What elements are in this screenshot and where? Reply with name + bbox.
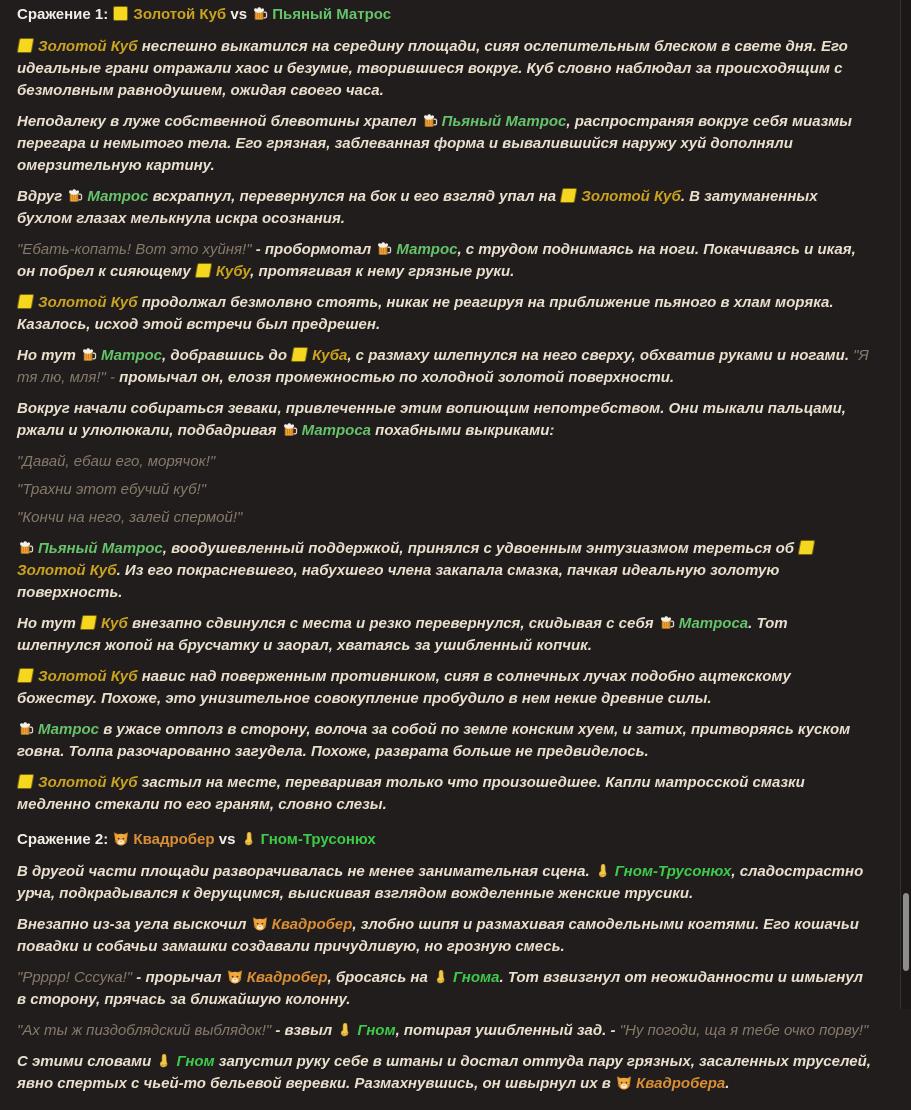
story-paragraph [17,345,874,389]
story-paragraph [17,292,874,336]
narration-text: Но тут [17,347,80,364]
narration-text: , бросаясь на [328,969,432,986]
narration-text: неспешно выкатился на середину площади, сияя ослепительным блеском в свете дня. Его идеальные грани отражали хаос и безумие, творившиеся вокруг. Куб словно наблюдал за происходящим с безмолвным равнодушием, ожидая своего часа. [17,38,848,99]
beer-mug-icon [67,188,82,203]
nose-icon [337,1022,352,1037]
story-paragraph [17,36,874,102]
story-paragraph [17,613,874,657]
scrollbar-thumb[interactable] [903,893,909,971]
character-name: Пьяный Матрос [272,6,391,23]
narration-text: - пробормотал [252,241,376,258]
character-name: Квадробера [636,1075,725,1092]
narration-text: В другой части площади разворачивалась не менее занимательная сцена. [17,863,594,880]
character-name: Матроса [302,422,371,439]
story-paragraph [17,239,874,283]
narration-text: . [725,1075,729,1092]
story-paragraph [17,861,874,905]
story-paragraph [17,186,874,230]
narration-text: похабными выкриками: [371,422,554,439]
quote-text: "Кончи на него, залей спермой!" [17,509,242,526]
nose-icon [156,1053,171,1068]
narration-text: . Из его покрасневшего, набухшего члена закапала смазка, пачкая идеальную золотую поверхность. [17,562,779,601]
yellow-square-icon [798,540,816,555]
narration-text: , сладострастно урча, подкрадывался к дерущимся, выискивая взглядом вожделенные женские трусики. [17,863,863,902]
character-name: Куба [312,347,347,364]
battle-heading [17,4,874,26]
character-name: Гном [357,1022,395,1039]
narration-text: Неподалеку в луже собственной блевотины храпел [17,113,421,130]
character-name: Гнома [453,969,500,986]
story-paragraph [17,1051,874,1095]
cat-face-icon [227,969,242,984]
cat-face-icon [113,831,128,846]
quote-text: "Ебать-копать! Вот это хуйня!" [17,241,252,258]
character-name: Квадробер [272,916,353,933]
narration-text: в ужасе отполз в сторону, волоча за собой по земле конским хуем, и затих, притворяясь куском говна. Толпа разочарованно загудела. Похоже, разврата больше не предвиделось. [17,721,850,760]
story-paragraph [17,719,874,763]
narration-text: . Тот взвизгнул от неожиданности и шмыгнул в сторону, прячась за ближайшую колонну. [17,969,863,1008]
narration-text: Вокруг начали собираться зеваки, привлеченные этим вопиющим непотребством. Они тыкали пальцами, ржали и улюлюкали, подбадривая [17,400,846,439]
narration-text: , распространяя вокруг себя миазмы перегара и немытого тела. Его грязная, заблеванная форма и вывалившийся наружу хуй дополняли омерзительную картину. [17,113,852,174]
narration-text: продолжал безмолвно стоять, никак не реагируя на приближение пьяного в хлам моряка. Казалось, исход этой встречи был предрешен. [17,294,834,333]
narration-text: , потирая ушибленный зад. - [396,1022,620,1039]
beer-mug-icon [18,540,33,555]
character-name: Матроса [679,615,748,632]
narration-text: всхрапнул, перевернулся на бок и его взгляд упал на [148,188,560,205]
narration-text: Сражение 2: [17,831,112,848]
yellow-square-icon [195,263,213,278]
yellow-square-icon [291,347,309,362]
character-name: Матрос [396,241,457,258]
character-name: Квадробер [133,831,214,848]
battle-heading [17,829,874,851]
narration-text: . В затуманенных бухлом глазах мелькнула искра осознания. [17,188,818,227]
yellow-square-icon [17,38,35,53]
quote-text: "Ну погоди, ща я тебе очко порву!" [620,1022,869,1039]
character-name: Золотой Куб [38,668,138,685]
story-paragraph [17,772,874,816]
story-paragraph [17,666,874,710]
narration-text: , злобно шипя и размахивая самодельными когтями. Его кошачьи повадки и собачьи замашки создавали причудливую, но грозную смесь. [17,916,859,955]
narration-text: vs [215,831,240,848]
narration-text: Но тут [17,615,80,632]
quote-text: "Трахни этот ебучий куб!" [17,481,206,498]
character-name: Гном [176,1053,214,1070]
crowd-quote-line [17,507,874,529]
narration-text: . Тот шлепнулся жопой на брусчатку и заорал, хватаясь за ушибленный копчик. [17,615,788,654]
yellow-square-icon [560,188,578,203]
narration-text: навис над поверженным противником, сияя в солнечных лучах подобно ацтекскому божеству. Похоже, это унизительное совокупление пробудило в нем некие древние силы. [17,668,791,707]
character-name: Гном-Трусонюх [261,831,376,848]
narration-text: С этими словами [17,1053,155,1070]
character-name: Пьяный Матрос [442,113,567,130]
crowd-quote-line [17,479,874,501]
story-paragraph [17,967,874,1011]
narration-text: , протягивая к нему грязные руки. [250,263,514,280]
narration-text: застыл на месте, переваривая только что произошедшее. Капли матросской смазки медленно стекали по его граням, словно слезы. [17,774,805,813]
narration-text: , добравшись до [162,347,291,364]
character-name: Квадробер [247,969,328,986]
yellow-square-icon [17,668,35,683]
quote-text: "Ррррр! Сссука!" [17,969,132,986]
narration-text: внезапно сдвинулся с места и резко перевернулся, скидывая с себя [128,615,658,632]
character-name: Золотой Куб [38,38,138,55]
character-name: Пьяный Матрос [38,540,163,557]
narration-text: , с трудом поднимаясь на ноги. Покачиваясь и икая, он побрел к сияющему [17,241,856,280]
story-paragraph [17,111,874,177]
yellow-square-icon [17,774,35,789]
quote-text: "Давай, ебаш его, морячок!" [17,453,215,470]
story-paragraph [17,538,874,604]
story-paragraph [17,398,874,442]
narration-text: Вдруг [17,188,66,205]
narration-text: vs [226,6,251,23]
quote-text: "Я тя лю, мля!" - [17,347,869,386]
character-name: Золотой Куб [581,188,681,205]
character-name: Матрос [38,721,99,738]
narration-text: - взвыл [271,1022,336,1039]
beer-mug-icon [252,6,267,21]
narration-text: - прорычал [132,969,226,986]
narration-text: Внезапно из-за угла выскочил [17,916,251,933]
nose-icon [433,969,448,984]
beer-mug-icon [422,113,437,128]
narration-text: промычал он, елозя промежностью по холодной золотой поверхности. [115,369,674,386]
narration-text: Сражение 1: [17,6,112,23]
beer-mug-icon [18,721,33,736]
crowd-quote-line [17,451,874,473]
cat-face-icon [252,916,267,931]
yellow-square-icon [80,615,98,630]
character-name: Золотой Куб [38,774,138,791]
beer-mug-icon [659,615,674,630]
beer-mug-icon [376,241,391,256]
quote-text: "Ах ты ж пиздоблядский выблядок!" [17,1022,271,1039]
nose-icon [241,831,256,846]
character-name: Золотой Куб [38,294,138,311]
character-name: Золотой Куб [133,6,226,23]
yellow-square-icon [17,294,35,309]
cat-face-icon [616,1075,631,1090]
character-name: Матрос [101,347,162,364]
character-name: Гном-Трусонюх [615,863,732,880]
story-paragraph [17,1020,874,1042]
story-paragraph [17,914,874,958]
narration-text: , с размаху шлепнулся на него сверху, обхватив руками и ногами. [347,347,853,364]
scrollbar[interactable] [900,0,911,1009]
character-name: Матрос [87,188,148,205]
narration-text: , воодушевленный поддержкой, принялся с удвоенным энтузиазмом тереться об [163,540,798,557]
beer-mug-icon [81,347,96,362]
narration-text: запустил руку себе в штаны и достал оттуда пару грязных, засаленных труселей, явно спертых с чьей-то бельевой веревки. Размахнувшись, он швырнул их в [17,1053,871,1092]
character-name: Кубу [216,263,250,280]
beer-mug-icon [282,422,297,437]
character-name: Куб [101,615,128,632]
yellow-square-icon [113,6,128,21]
nose-icon [595,863,610,878]
character-name: Золотой Куб [17,562,117,579]
